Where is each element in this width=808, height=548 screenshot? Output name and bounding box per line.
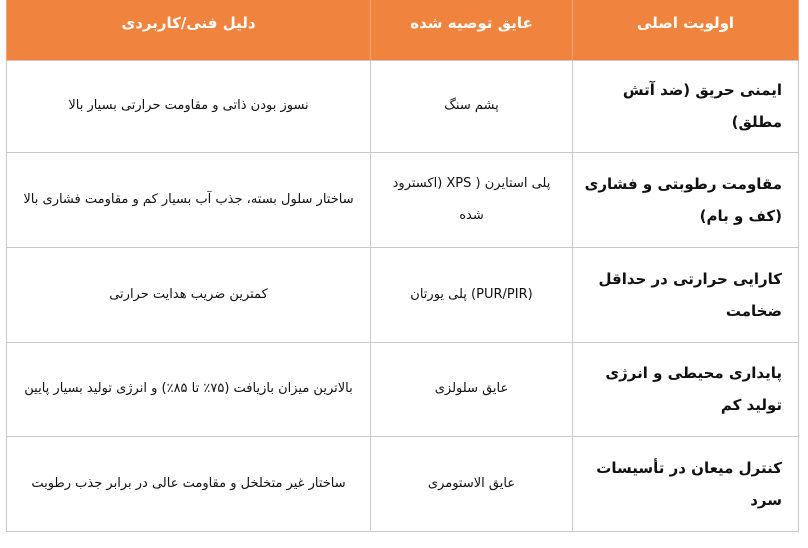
table-row [7,342,799,437]
priority-cell: کنترل میعان در تأسیسات سرد [573,437,799,532]
insulation-cell: (PUR/PIR) پلی یورتان [371,247,573,342]
priority-cell: مقاومت رطوبتی و فشاری (کف و بام) [573,153,799,248]
table-row [7,153,799,248]
insulation-cell: پلی استایرن ( XPS (اکسترود شده [371,153,573,248]
insulation-priority-table-container [6,0,798,532]
reason-cell: ساختار غیر متخلخل و مقاومت عالی در برابر جذب رطوبت [7,437,371,532]
reason-cell: ساختار سلول بسته، جذب آب بسیار کم و مقاومت فشاری بالا [7,153,371,248]
insulation-priority-table [6,0,799,532]
priority-cell: ایمنی حریق (ضد آتش مطلق) [573,60,799,153]
table-header [7,0,799,60]
table-row [7,437,799,532]
reason-cell: بالاترین میزان بازیافت (۷۵٪ تا ۸۵٪) و انرژی تولید بسیار پایین [7,342,371,437]
table-row [7,247,799,342]
reason-cell: کمترین ضریب هدایت حرارتی [7,247,371,342]
insulation-cell: پشم سنگ [371,60,573,153]
header-insulation: عایق توصیه شده [371,0,573,60]
header-priority: اولویت اصلی [573,0,799,60]
header-row [7,0,799,60]
reason-cell: نسوز بودن ذاتی و مقاومت حرارتی بسیار بالا [7,60,371,153]
insulation-cell: عایق الاستومری [371,437,573,532]
header-reason: دلیل فنی/کاربردی [7,0,371,60]
table-body [7,60,799,532]
table-row [7,60,799,153]
priority-cell: کارایی حرارتی در حداقل ضخامت [573,247,799,342]
insulation-cell: عایق سلولزی [371,342,573,437]
priority-cell: پایداری محیطی و انرژی تولید کم [573,342,799,437]
